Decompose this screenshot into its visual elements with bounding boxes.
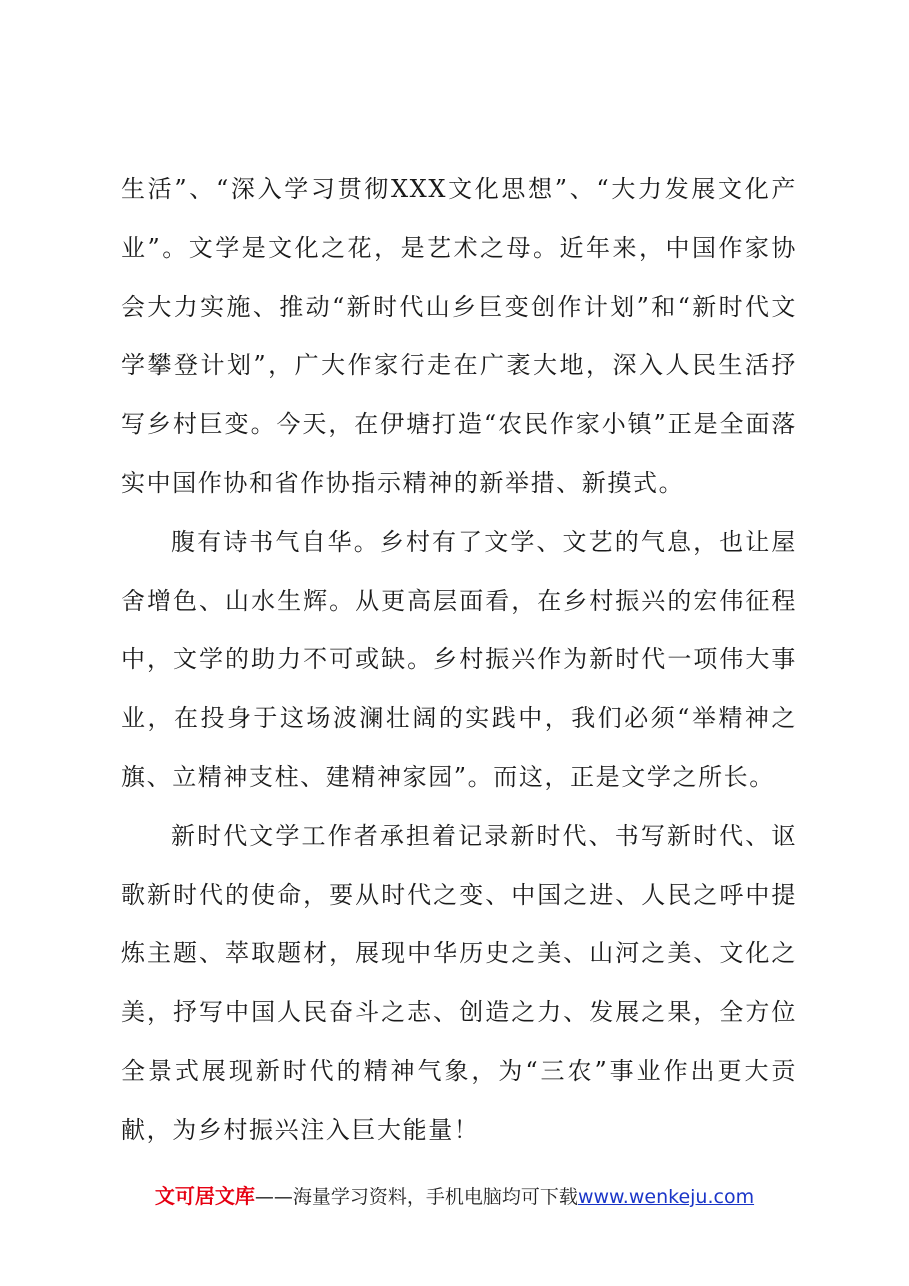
paragraph-1: 生活”、“深入学习贯彻XXX文化思想”、“大力发展文化产业”。文学是文化之花，是艺术之母。近年来，中国作家协会大力实施、推动“新时代山乡巨变创作计划”和“新时代文学攀登计划”，广大作家行走在广袤大地，深入人民生活抒写乡村巨变。今天，在伊塘打造“农民作家小镇”正是全面落实中国作协和省作协指示精神的新举措、新摸式。: [121, 175, 797, 497]
document-body: [121, 160, 797, 1160]
paragraph-2: 腹有诗书气自华。乡村有了文学、文艺的气息，也让屋舍增色、山水生辉。从更高层面看，在乡村振兴的宏伟征程中，文学的助力不可或缺。乡村振兴作为新时代一项伟大事业，在投身于这场波澜壮阔的实践中，我们必须“举精神之旗、立精神支柱、建精神家园”。而这，正是文学之所长。: [121, 527, 797, 791]
brand-name: 文可居文库: [154, 1184, 255, 1208]
footer-slogan: ——海量学习资料，手机电脑均可下载: [254, 1186, 578, 1208]
website-link[interactable]: www.wenkeju.com: [577, 1186, 755, 1208]
paragraph-3: 新时代文学工作者承担着记录新时代、书写新时代、讴歌新时代的使命，要从时代之变、中国之进、人民之呼中提炼主题、萃取题材，展现中华历史之美、山河之美、文化之美，抒写中国人民奋斗之志、创造之力、发展之果，全方位全景式展现新时代的精神气象，为“三农”事业作出更大贡献，为乡村振兴注入巨大能量！: [121, 821, 797, 1144]
footer-banner: [0, 1180, 909, 1213]
